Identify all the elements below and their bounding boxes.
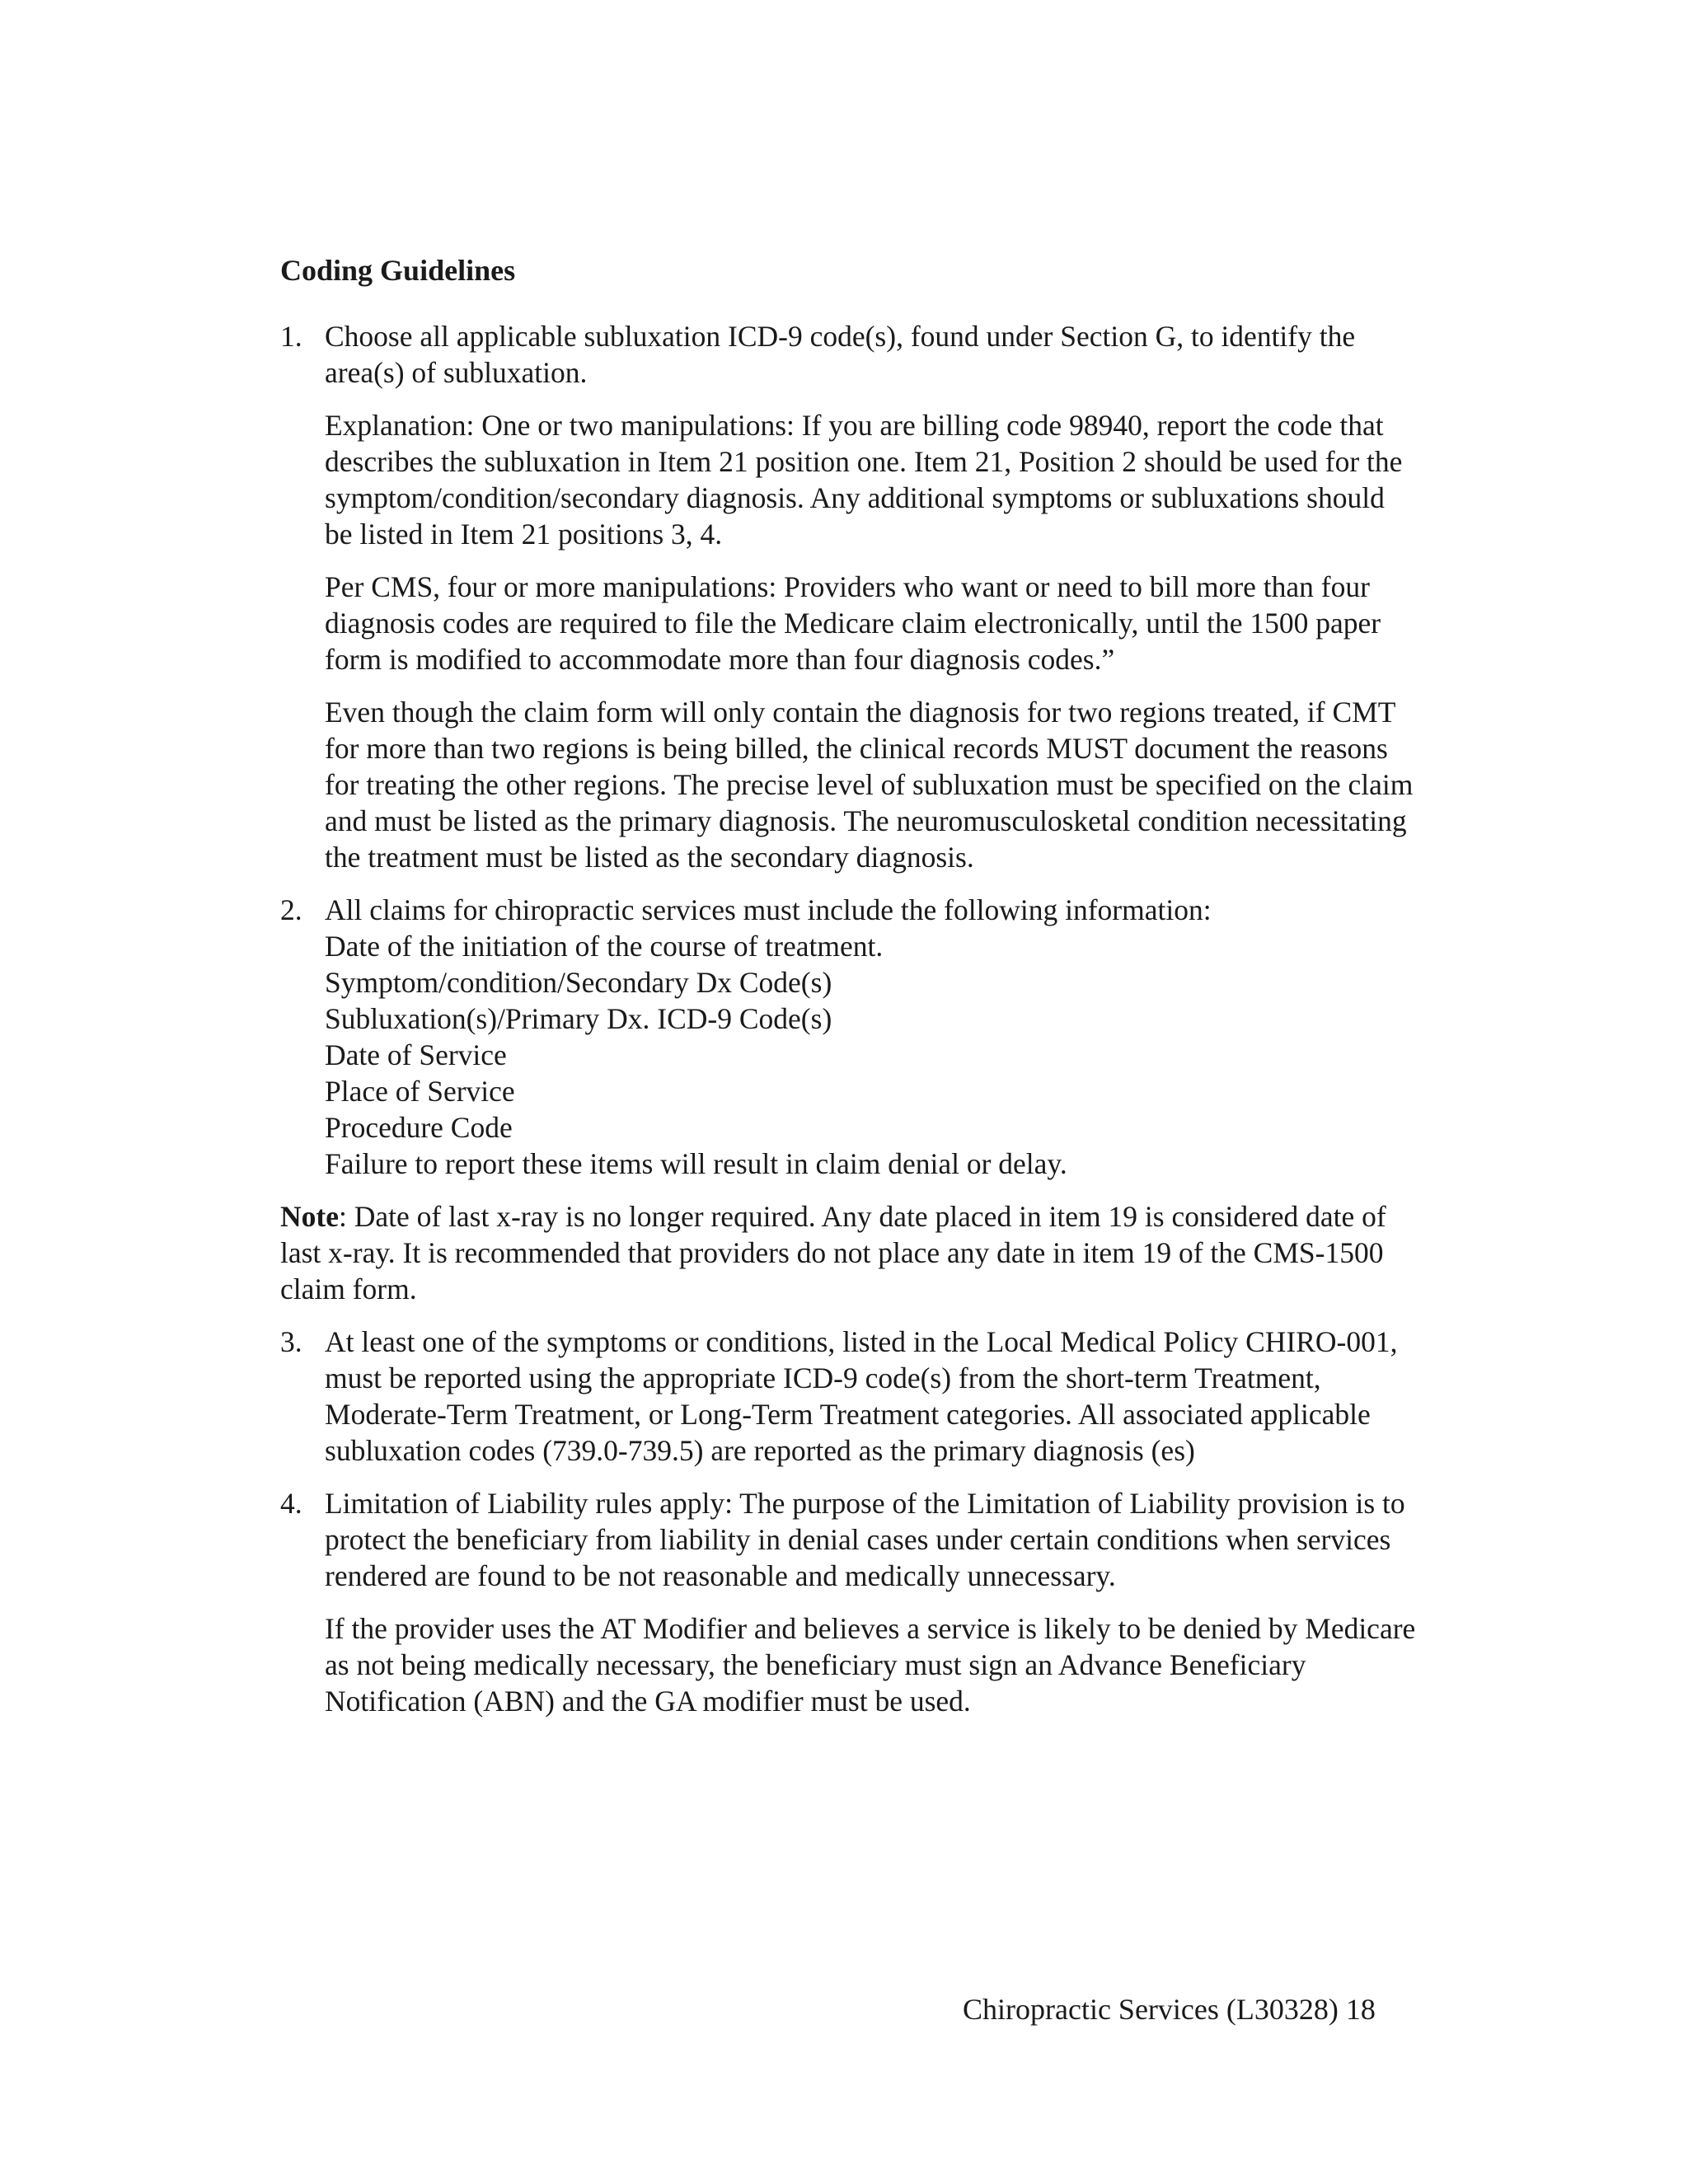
- item-2-block: [325, 892, 1418, 1182]
- item-1-explanation: Explanation: One or two manipulations: If you are billing code 98940, report the code that describes the subluxation in Item 21 position one. Item 21, Position 2 should be used for the symptom/condition/secondary diagnosis. Any additional symptoms or subluxations should be listed in Item 21 positions 3, 4.: [325, 409, 1403, 551]
- item-number: 1.: [280, 320, 302, 353]
- note-label: Note: [280, 1200, 339, 1233]
- guideline-item-3: [280, 1324, 1418, 1469]
- item-number: 4.: [280, 1487, 302, 1520]
- item-4-at-modifier: If the provider uses the AT Modifier and believes a service is likely to be denied by Medicare as not being medically necessary, the beneficiary must sign an Advance Beneficiary Notification (ABN) and the GA modifier must be used.: [325, 1612, 1416, 1718]
- required-info-line: Date of Service: [325, 1038, 507, 1071]
- required-info-line: Symptom/condition/Secondary Dx Code(s): [325, 966, 832, 999]
- document-body: [280, 252, 1418, 1736]
- item-number: 3.: [280, 1325, 302, 1358]
- section-heading: Coding Guidelines: [280, 254, 516, 287]
- guideline-item-4: [280, 1485, 1418, 1719]
- item-4-text: Limitation of Liability rules apply: The purpose of the Limitation of Liability provision is to protect the beneficiary from liability in denial cases under certain conditions when services rendered are found to be not reasonable and medically unnecessary.: [325, 1487, 1405, 1592]
- note-paragraph: [280, 1198, 1418, 1307]
- item-2-intro: All claims for chiropractic services must include the following information:: [325, 893, 1212, 926]
- required-info-line: Place of Service: [325, 1075, 515, 1108]
- item-3-text: At least one of the symptoms or conditions, listed in the Local Medical Policy CHIRO-001, must be reported using the appropriate ICD-9 code(s) from the short-term Treatment, Moderate-Term Treatment, or Long-Term Treatment categories. All associated applicable subluxation codes (739.0-739.5) are reported as the primary diagnosis (es): [325, 1325, 1398, 1467]
- required-info-line: Date of the initiation of the course of treatment.: [325, 930, 884, 963]
- guideline-item-2: [280, 892, 1418, 1182]
- page-footer: Chiropractic Services (L30328) 18: [963, 1993, 1376, 2026]
- guideline-item-1: [280, 318, 1418, 875]
- item-1-intro: Choose all applicable subluxation ICD-9 code(s), found under Section G, to identify the area(s) of subluxation.: [325, 320, 1356, 389]
- item-1-per-cms: Per CMS, four or more manipulations: Providers who want or need to bill more than four diagnosis codes are required to file the Medicare claim electronically, until the 1500 paper form is modified to accommodate more than four diagnosis codes.”: [325, 570, 1381, 676]
- item-1-even-though: Even though the claim form will only contain the diagnosis for two regions treated, if CMT for more than two regions is being billed, the clinical records MUST document the reasons for treating the other regions. The precise level of subluxation must be specified on the claim and must be listed as the primary diagnosis. The neuromusculosketal condition necessitating the treatment must be listed as the secondary diagnosis.: [325, 696, 1414, 874]
- item-number: 2.: [280, 893, 302, 926]
- required-info-line: Failure to report these items will result in claim denial or delay.: [325, 1147, 1067, 1180]
- required-info-line: Subluxation(s)/Primary Dx. ICD-9 Code(s): [325, 1002, 832, 1035]
- required-info-line: Procedure Code: [325, 1111, 513, 1144]
- note-text: : Date of last x-ray is no longer required. Any date placed in item 19 is considered date of last x-ray. It is recommended that providers do not place any date in item 19 of the CMS-1500 claim form.: [280, 1200, 1386, 1305]
